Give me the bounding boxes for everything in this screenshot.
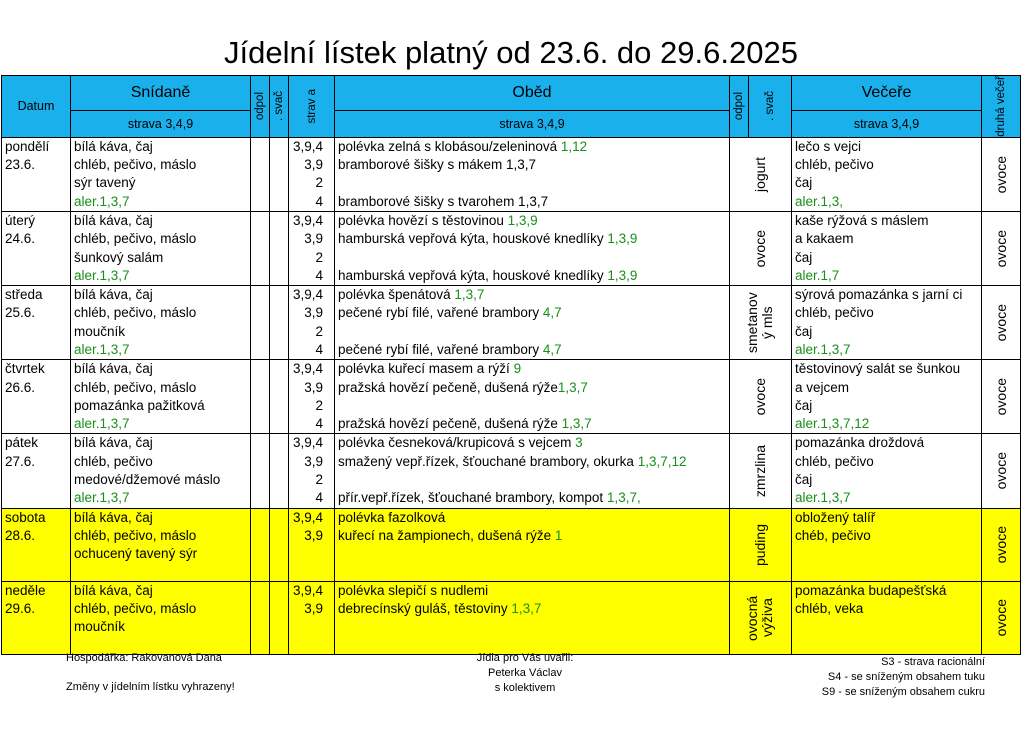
- table-row: [2, 434, 1021, 508]
- snidane-item: chléb, pečivo, máslo: [74, 379, 197, 395]
- obed-cell: [335, 434, 730, 508]
- snidane-item: moučník: [74, 619, 126, 635]
- snidane-item: bílá káva, čaj: [74, 435, 153, 451]
- vecere-item: těstovinový salát se šunkou: [795, 361, 961, 377]
- obed-allergens: 1,3,7: [557, 379, 588, 395]
- snidane-item: chléb, pečivo, máslo: [74, 600, 197, 616]
- druha-vecere: ovoce: [992, 155, 1009, 193]
- day-cell: [2, 434, 71, 508]
- vecere-item: chléb, pečivo: [795, 453, 874, 469]
- obed-allergens: 1,3,7,: [606, 490, 641, 506]
- footer-s9: S9 - se sníženým obsahem cukru: [821, 686, 985, 698]
- footer-uvaril-1: Jídla pro Vás uvařil:: [476, 652, 574, 664]
- odpoledni-svacina-cell: [730, 581, 792, 654]
- druha-vecere-cell: [982, 211, 1021, 285]
- odpoledni-svacina-cell: [730, 508, 792, 581]
- obed-cell: [335, 137, 730, 211]
- strava-cell: [289, 286, 335, 360]
- snidane-cell: [71, 286, 251, 360]
- footer-zmeny: Změny v jídelním lístku vyhrazeny!: [66, 681, 235, 693]
- strava-value: 2: [315, 249, 323, 265]
- obed-allergens: 1,12: [560, 138, 588, 154]
- obed-text: debrecínský guláš, těstoviny: [338, 600, 512, 616]
- vecere-item: pomazánka droždová: [795, 435, 925, 451]
- strava-cell: [289, 360, 335, 434]
- obed-item: [335, 379, 729, 397]
- obed-item: [335, 397, 729, 415]
- odpoledni-svacina: ovoce: [752, 229, 768, 268]
- snidane-cell: [71, 211, 251, 285]
- snidane-cell: [71, 137, 251, 211]
- obed-item: [335, 360, 729, 378]
- obed-item: [335, 174, 729, 192]
- strava-value: 4: [315, 267, 323, 283]
- vecere-allergens: aler.1,7: [795, 267, 840, 283]
- day-cell: [2, 137, 71, 211]
- obed-text: kuřecí na žampionech, dušená rýže: [338, 527, 555, 543]
- odpol-svac-cell-1: [251, 508, 270, 581]
- strava-value: 3,9: [304, 527, 323, 543]
- odpoledni-svacina-cell: [730, 211, 792, 285]
- obed-item: [335, 341, 729, 359]
- footer-uvaril-3: s kolektivem: [494, 682, 556, 694]
- odpoledni-svacina-cell: [730, 286, 792, 360]
- day-name: neděle: [5, 582, 46, 598]
- table-row: [2, 581, 1021, 654]
- obed-text: pečené rybí filé, vařené brambory: [338, 305, 543, 321]
- footer-right: [822, 655, 985, 700]
- strava-value: 3,9,4: [292, 509, 323, 525]
- strava-value: 4: [315, 490, 323, 506]
- snidane-cell: [71, 360, 251, 434]
- obed-allergens: 1,3,7,12: [637, 453, 687, 469]
- obed-text: polévka zelná s klobásou/zeleninová: [338, 138, 561, 154]
- day-cell: [2, 211, 71, 285]
- vecere-cell: [792, 434, 982, 508]
- obed-item: [335, 138, 729, 156]
- vecere-item: chéb, pečivo: [795, 527, 871, 543]
- table-row: [2, 508, 1021, 581]
- obed-item: [335, 600, 729, 618]
- subheader-snidane-strava: strava 3,4,9: [71, 110, 251, 137]
- footer-hospodarka: Hospodářka: Rakovanová Dana: [66, 652, 222, 664]
- strava-value: 4: [315, 342, 323, 357]
- obed-allergens: 1,3,9: [507, 212, 538, 228]
- vecere-allergens: aler.1,3,7: [795, 342, 851, 357]
- obed-item: [335, 434, 729, 452]
- day-name: pondělí: [5, 138, 50, 154]
- obed-cell: [335, 508, 730, 581]
- vecere-cell: [792, 286, 982, 360]
- day-date: 26.6.: [5, 379, 36, 395]
- header-druha-vecere: druhá večeř: [982, 76, 1021, 138]
- obed-item: [335, 471, 729, 489]
- obed-allergens: 3: [575, 435, 583, 451]
- obed-item: [335, 193, 729, 211]
- footer-uvaril-2: Peterka Václav: [488, 667, 562, 679]
- odpol-svac-cell-2: [270, 360, 289, 434]
- obed-cell: [335, 360, 730, 434]
- footer-s3: S3 - strava racionální: [881, 656, 985, 668]
- footer-middle: [440, 651, 610, 696]
- vecere-item: chléb, veka: [795, 600, 864, 616]
- obed-item: [335, 415, 729, 433]
- obed-allergens: 1,3,7: [561, 416, 592, 432]
- odpol-svac-cell-2: [270, 211, 289, 285]
- obed-text: přír.vepř.řízek, šťouchané brambory, kompot: [338, 490, 607, 506]
- strava-value: 3,9,4: [292, 212, 323, 228]
- obed-cell: [335, 211, 730, 285]
- vecere-item: čaj: [795, 397, 813, 413]
- day-date: 25.6.: [5, 305, 36, 321]
- day-date: 29.6.: [5, 600, 36, 616]
- footer-left: [66, 651, 235, 695]
- vecere-cell: [792, 508, 982, 581]
- snidane-item: bílá káva, čaj: [74, 287, 153, 303]
- strava-value: 2: [315, 397, 323, 413]
- odpoledni-svacina: zmrzlina: [752, 445, 768, 498]
- snidane-cell: [71, 434, 251, 508]
- vecere-item: čaj: [795, 249, 813, 265]
- obed-item: [335, 582, 729, 600]
- vecere-cell: [792, 211, 982, 285]
- druha-vecere-cell: [982, 137, 1021, 211]
- header-odpol-1: odpol: [251, 76, 270, 138]
- strava-value: 4: [315, 416, 323, 432]
- footer-s4: S4 - se sníženým obsahem tuku: [827, 671, 985, 683]
- vecere-cell: [792, 137, 982, 211]
- snidane-item: chléb, pečivo, máslo: [74, 157, 197, 173]
- obed-allergens: 9: [513, 361, 522, 377]
- subheader-obed-strava: strava 3,4,9: [335, 110, 730, 137]
- strava-value: 2: [315, 175, 323, 191]
- obed-text: polévka kuřecí masem a rýží: [338, 361, 514, 377]
- obed-text: polévka špenátová: [338, 287, 455, 303]
- vecere-allergens: aler.1,3,7: [795, 490, 851, 506]
- obed-cell: [335, 286, 730, 360]
- obed-allergens: 1,3,9: [607, 267, 638, 283]
- menu-table: [1, 75, 1021, 655]
- subheader-vecere-strava: strava 3,4,9: [792, 110, 982, 137]
- vecere-item: čaj: [795, 323, 813, 339]
- druha-vecere-cell: [982, 581, 1021, 654]
- vecere-item: chléb, pečivo: [795, 157, 874, 173]
- druha-vecere-cell: [982, 434, 1021, 508]
- strava-value: 3,9: [304, 157, 323, 173]
- strava-value: 2: [315, 323, 323, 339]
- odpol-svac-cell-2: [270, 286, 289, 360]
- obed-text: polévka fazolková: [338, 509, 446, 525]
- obed-allergens: 1,3,9: [607, 231, 638, 247]
- odpoledni-svacina: smetanov ý mls: [743, 292, 775, 353]
- obed-text: hamburská vepřová kýta, houskové knedlíky: [338, 267, 608, 283]
- obed-item: [335, 304, 729, 322]
- day-name: sobota: [5, 509, 46, 525]
- snidane-item: šunkový salám: [74, 249, 164, 265]
- snidane-item: pomazánka pažitková: [74, 397, 205, 413]
- obed-text: pražská hovězí pečeně, dušená rýže: [338, 416, 562, 432]
- snidane-item: chléb, pečivo, máslo: [74, 231, 197, 247]
- header-svac-1: . svač: [270, 76, 289, 138]
- druha-vecere-cell: [982, 360, 1021, 434]
- strava-value: 3,9,4: [292, 138, 323, 154]
- obed-allergens: 1,3,7: [454, 287, 485, 303]
- day-cell: [2, 508, 71, 581]
- odpol-svac-cell-1: [251, 581, 270, 654]
- snidane-cell: [71, 581, 251, 654]
- druha-vecere: ovoce: [992, 598, 1009, 637]
- strava-value: 3,9,4: [292, 361, 323, 377]
- vecere-cell: [792, 360, 982, 434]
- day-name: čtvrtek: [5, 361, 45, 377]
- strava-cell: [289, 211, 335, 285]
- page-title: Jídelní lístek platný od 23.6. do 29.6.2025: [224, 35, 798, 70]
- odpol-svac-cell-2: [270, 581, 289, 654]
- obed-item: [335, 267, 729, 285]
- vecere-item: kaše rýžová s máslem: [795, 212, 929, 228]
- strava-value: 2: [315, 472, 323, 488]
- vecere-cell: [792, 581, 982, 654]
- table-row: [2, 137, 1021, 211]
- day-date: 24.6.: [5, 231, 36, 247]
- snidane-item: sýr tavený: [74, 175, 136, 191]
- obed-item: [335, 509, 729, 527]
- snidane-item: bílá káva, čaj: [74, 509, 153, 525]
- druha-vecere-cell: [982, 508, 1021, 581]
- snidane-item: bílá káva, čaj: [74, 212, 153, 228]
- day-cell: [2, 360, 71, 434]
- obed-item: [335, 156, 729, 174]
- druha-vecere: ovoce: [992, 525, 1009, 564]
- vecere-item: a kakaem: [795, 231, 854, 247]
- obed-item: [335, 230, 729, 248]
- snidane-item: moučník: [74, 323, 126, 339]
- odpol-svac-cell-1: [251, 211, 270, 285]
- obed-text: bramborové šišky s mákem 1,3,7: [338, 157, 537, 173]
- day-cell: [2, 581, 71, 654]
- vecere-item: sýrová pomazánka s jarní ci: [795, 287, 963, 303]
- snidane-item: bílá káva, čaj: [74, 582, 153, 598]
- obed-text: bramborové šišky s tvarohem 1,3,7: [338, 193, 549, 209]
- obed-text: polévka hovězí s těstovinou: [338, 212, 508, 228]
- strava-cell: [289, 508, 335, 581]
- table-row: [2, 360, 1021, 434]
- strava-value: 3,9: [304, 453, 323, 469]
- odpol-svac-cell-2: [270, 434, 289, 508]
- snidane-item: bílá káva, čaj: [74, 361, 153, 377]
- strava-cell: [289, 434, 335, 508]
- odpoledni-svacina: ovocná výživa: [743, 595, 775, 641]
- odpol-svac-cell-1: [251, 137, 270, 211]
- odpoledni-svacina: puding: [752, 523, 768, 566]
- snidane-allergens: aler.1,3,7: [74, 490, 130, 506]
- strava-value: 3,9: [304, 305, 323, 321]
- strava-value: 3,9,4: [292, 287, 323, 303]
- header-vecere: Večeře: [792, 76, 982, 111]
- strava-value: 3,9,4: [292, 435, 323, 451]
- odpoledni-svacina: ovoce: [752, 378, 768, 416]
- table-row: [2, 286, 1021, 360]
- strava-value: 3,9: [304, 231, 323, 247]
- header-strava: strav a: [289, 76, 335, 138]
- snidane-item: chléb, pečivo, máslo: [74, 527, 197, 543]
- strava-value: 3,9: [304, 379, 323, 395]
- header-odpol-2: odpol: [730, 76, 749, 138]
- obed-item: [335, 286, 729, 304]
- strava-value: 3,9,4: [292, 582, 323, 598]
- odpoledni-svacina-cell: [730, 434, 792, 508]
- vecere-item: čaj: [795, 175, 813, 191]
- obed-allergens: 1: [554, 527, 563, 543]
- vecere-item: obložený talíř: [795, 509, 876, 525]
- vecere-item: čaj: [795, 472, 813, 488]
- obed-text: pečené rybí filé, vařené brambory: [338, 342, 543, 357]
- obed-cell: [335, 581, 730, 654]
- obed-item: [335, 489, 729, 507]
- odpol-svac-cell-1: [251, 434, 270, 508]
- header-datum: Datum: [2, 76, 71, 138]
- obed-item: [335, 527, 729, 545]
- odpol-svac-cell-1: [251, 360, 270, 434]
- day-name: pátek: [5, 435, 39, 451]
- snidane-allergens: aler.1,3,7: [74, 193, 130, 209]
- druha-vecere: ovoce: [992, 378, 1009, 416]
- vecere-item: lečo s vejci: [795, 138, 862, 154]
- strava-cell: [289, 581, 335, 654]
- vecere-item: pomazánka budapešťská: [795, 582, 947, 598]
- odpol-svac-cell-2: [270, 508, 289, 581]
- obed-text: hamburská vepřová kýta, houskové knedlíky: [338, 231, 608, 247]
- snidane-item: chléb, pečivo: [74, 453, 153, 469]
- odpoledni-svacina: jogurt: [752, 156, 768, 192]
- vecere-item: a vejcem: [795, 379, 850, 395]
- snidane-item: bílá káva, čaj: [74, 138, 153, 154]
- strava-value: 3,9: [304, 600, 323, 616]
- snidane-item: chléb, pečivo, máslo: [74, 305, 197, 321]
- snidane-allergens: aler.1,3,7: [74, 267, 130, 283]
- odpol-svac-cell-2: [270, 137, 289, 211]
- table-row: [2, 211, 1021, 285]
- day-date: 28.6.: [5, 527, 36, 543]
- header-svac-2: . svač: [749, 76, 792, 138]
- obed-text: pražská hovězí pečeně, dušená rýže: [338, 379, 558, 395]
- obed-item: [335, 323, 729, 341]
- obed-allergens: 4,7: [542, 342, 562, 357]
- obed-text: smažený vepř.řízek, šťouchané brambory, okurka: [338, 453, 638, 469]
- day-name: středa: [5, 287, 43, 303]
- odpol-svac-cell-1: [251, 286, 270, 360]
- day-cell: [2, 286, 71, 360]
- strava-value: 4: [315, 193, 323, 209]
- snidane-allergens: aler.1,3,7: [74, 342, 130, 357]
- snidane-cell: [71, 508, 251, 581]
- obed-item: [335, 453, 729, 471]
- header-snidane: Snídaně: [71, 76, 251, 111]
- obed-allergens: 1,3,7: [511, 600, 542, 616]
- day-date: 27.6.: [5, 453, 36, 469]
- druha-vecere: ovoce: [992, 452, 1009, 490]
- strava-cell: [289, 137, 335, 211]
- obed-text: polévka slepičí s nudlemi: [338, 582, 489, 598]
- odpoledni-svacina-cell: [730, 137, 792, 211]
- obed-text: polévka česneková/krupicová s vejcem: [338, 435, 576, 451]
- obed-allergens: 4,7: [542, 305, 562, 321]
- obed-item: [335, 212, 729, 230]
- vecere-allergens: aler.1,3,7,12: [795, 416, 870, 432]
- vecere-allergens: aler.1,3,: [795, 193, 844, 209]
- snidane-allergens: aler.1,3,7: [74, 416, 130, 432]
- day-name: úterý: [5, 212, 36, 228]
- druha-vecere: ovoce: [992, 229, 1009, 268]
- druha-vecere: ovoce: [992, 304, 1009, 342]
- odpoledni-svacina-cell: [730, 360, 792, 434]
- snidane-item: medové/džemové máslo: [74, 472, 221, 488]
- vecere-item: chléb, pečivo: [795, 305, 874, 321]
- header-obed: Oběd: [335, 76, 730, 111]
- druha-vecere-cell: [982, 286, 1021, 360]
- snidane-item: ochucený tavený sýr: [74, 546, 198, 562]
- obed-item: [335, 249, 729, 267]
- day-date: 23.6.: [5, 157, 36, 173]
